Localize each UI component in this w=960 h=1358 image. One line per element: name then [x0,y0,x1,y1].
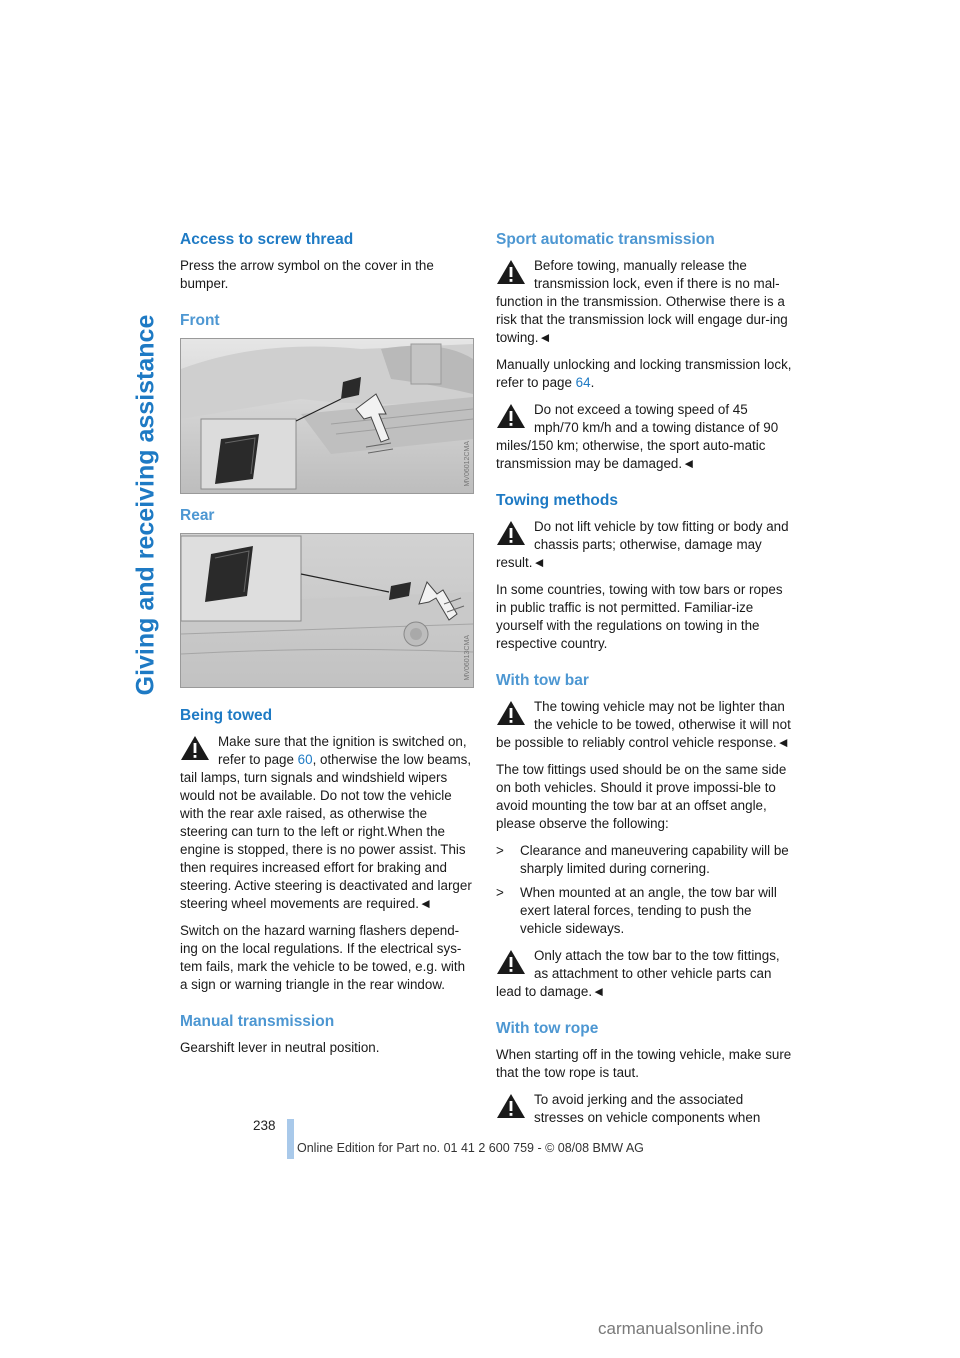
bullet-text: Clearance and maneuvering capability will be sharply limited during cornering. [520,843,789,876]
rear-bumper-figure [180,533,474,688]
watermark[interactable]: carmanualsonline.info [598,1319,764,1338]
sport-transmission-warning [496,257,792,347]
warning-triangle-icon [496,700,530,730]
warning-triangle-icon [496,403,530,433]
page-number: 238 [253,1118,276,1133]
right-column [496,230,792,1136]
towing-methods-text: In some countries, towing with tow bars or ropes in public traffic is not permitted. Familiar-ize yourself with the regulations on towing in the respective country. [496,582,783,651]
unlock-text-end: . [590,375,595,390]
front-bumper-illustration [181,339,473,493]
heading-with-tow-rope: With tow rope [496,1020,599,1037]
towing-speed-warning-text: Do not exceed a towing speed of 45 mph/70 km/h and a towing distance of 90 miles/150 km; otherwise, the sport auto-matic transmission may be damaged.◄ [496,402,779,471]
heading-being-towed: Being towed [180,707,273,724]
tow-bar-warning [496,698,792,752]
tow-bar-text: The tow fittings used should be on the same side on both vehicles. Should it prove impossi-ble to avoid mounting the tow bar at an offset angle, please observe the following: [496,762,787,831]
warning-triangle-icon [496,259,530,289]
tow-rope-warning [496,1091,792,1127]
heading-with-tow-bar: With tow bar [496,672,589,689]
bullet-text: When mounted at an angle, the tow bar will exert lateral forces, tending to push the vehicle sideways. [520,885,777,936]
online-edition-footer: Online Edition for Part no. 01 41 2 600 759 - © 08/08 BMW AG [297,1141,644,1155]
tow-bar-warning-text: The towing vehicle may not be lighter than the vehicle to be towed, otherwise it will not be possible to reliably control vehicle response.◄ [496,699,791,750]
unlock-transmission-text [496,356,792,392]
warning-triangle-icon [180,735,214,765]
being-towed-warning-text-end: , otherwise the low beams, tail lamps, turn signals and windshield wipers would not be available. Do not tow the vehicle with the rear axle raised, as otherwise the steering can turn to the left or right.When the engine is stopped, there is no power assist. This then requires increased effort for braking and steering. Active steering is deactivated and larger steering wheel movements are required.◄ [180,752,472,911]
warning-triangle-icon [496,1093,530,1123]
heading-sport-automatic-transmission: Sport automatic transmission [496,231,715,248]
towing-methods-warning-text: Do not lift vehicle by tow fitting or body and chassis parts; otherwise, damage may result.◄ [496,519,789,570]
hazard-flashers-text: Switch on the hazard warning flashers depend-ing on the local regulations. If the electrical sys-tem fails, mark the vehicle to be towed, e.g. with a sign or warning triangle in the rear window. [180,923,466,992]
bullet-mark: > [496,843,504,858]
chapter-side-title-text: Giving and receiving assistance [131,314,159,696]
heading-access-screw-thread: Access to screw thread [180,231,354,248]
towing-methods-warning [496,518,792,572]
page-link-64[interactable]: 64 [575,375,591,390]
manual-transmission-text: Gearshift lever in neutral position. [180,1040,380,1055]
sport-transmission-warning-text: Before towing, manually release the transmission lock, even if there is no mal-function in the transmission. Otherwise there is a risk that the transmission lock will engage dur-ing towing.◄ [496,258,788,345]
warning-triangle-icon [496,520,530,550]
chapter-side-title [125,235,165,775]
bullet-mark: > [496,885,504,900]
front-bumper-figure [180,338,474,494]
warning-triangle-icon [496,949,530,979]
heading-front: Front [180,312,220,329]
list-item [496,884,792,938]
list-item [496,842,792,878]
tow-rope-warning-text: To avoid jerking and the associated stresses on vehicle components when [534,1092,761,1125]
tow-bar-bullet-list [496,842,792,938]
rear-figure-code: MV06013CMA [464,635,471,681]
heading-manual-transmission: Manual transmission [180,1013,335,1030]
heading-rear: Rear [180,507,215,524]
tow-fittings-warning-text: Only attach the tow bar to the tow fittings, as attachment to other vehicle parts can lead to damage.◄ [496,948,780,999]
heading-towing-methods: Towing methods [496,492,618,509]
tow-fittings-warning [496,947,792,1001]
being-towed-warning [180,733,472,913]
page-link-60[interactable]: 60 [297,752,313,767]
rear-bumper-illustration [181,534,473,687]
access-text: Press the arrow symbol on the cover in the bumper. [180,258,434,291]
tow-rope-text: When starting off in the towing vehicle, make sure that the tow rope is taut. [496,1047,792,1080]
footer-accent-bar [287,1119,294,1159]
front-figure-code: MV06012CMA [464,441,471,487]
being-towed-warning-text-start: Make sure that the ignition is switched on, refer to page [218,734,467,767]
towing-speed-warning [496,401,792,473]
unlock-text-start: Manually unlocking and locking transmission lock, refer to page [496,357,792,390]
left-column [180,230,472,1066]
